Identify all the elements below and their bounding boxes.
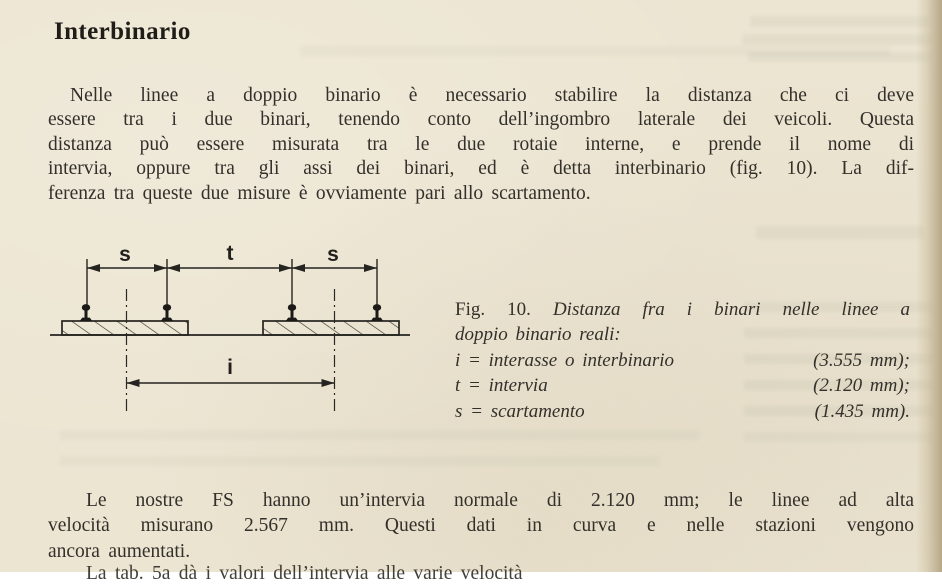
sleeper-right: [263, 321, 399, 335]
text-line: ancora aumentati.: [48, 540, 191, 562]
definition-term: t = intervia: [455, 375, 548, 397]
figure-number: Fig. 10.: [455, 299, 531, 320]
definition-term: s = scartamento: [455, 400, 585, 422]
sleeper-left: [62, 321, 188, 335]
rail-3: [286, 304, 298, 321]
rail-profiles: [80, 304, 383, 321]
label-intervia: t: [226, 242, 234, 265]
text-line: velocità misurano 2.567 mm. Questi dati in curva e nelle stazioni vengono: [48, 515, 914, 537]
definition-row: [455, 348, 910, 373]
paragraph-fs-values: [48, 488, 914, 564]
definition-value: (2.120 mm);: [813, 375, 910, 397]
text-line: Nelle linee a doppio binario è necessario stabilire la distanza che ci deve: [70, 85, 914, 106]
text-line: distanza può essere misurata tra le due rotaie interne, e prende il nome di: [48, 133, 914, 155]
definition-row: [455, 399, 910, 424]
text-line: essere tra i due binari, tenendo conto dell’ingombro laterale dei veicoli. Questa: [48, 109, 914, 131]
text-line: ferenza tra queste due misure è ovviamente pari allo scartamento.: [48, 182, 591, 204]
track-spacing-diagram: [50, 243, 410, 428]
definition-term: i = interasse o interbinario: [455, 349, 675, 371]
ghost-text-artifact: [60, 456, 660, 466]
definition-value: (1.435 mm).: [814, 400, 910, 422]
rail-4: [371, 304, 383, 321]
figure-caption: [455, 297, 910, 424]
ghost-text-artifact: [750, 16, 930, 27]
caption-line-2: doppio binario reali:: [455, 324, 621, 346]
label-interaxis: i: [227, 356, 233, 379]
label-gauge-left: s: [119, 243, 131, 266]
caption-line-1: [455, 297, 910, 322]
ghost-text-artifact: [744, 432, 934, 442]
clipped-bottom-line: La tab. 5a dà i valori dell’intervia alle varie velocità: [86, 563, 523, 584]
ghost-text-artifact: [60, 430, 700, 440]
caption-title: Distanza fra i binari nelle linee a: [552, 299, 910, 320]
track-centerlines: [127, 289, 335, 415]
ghost-text-artifact: [748, 52, 932, 62]
paragraph-intervia-definition: [48, 84, 914, 206]
definition-value: (3.555 mm);: [813, 349, 910, 371]
caption-definitions: [455, 348, 910, 424]
text-line: intervia, oppure tra gli assi dei binari, ed è detta interbinario (fig. 10). La dif-: [48, 158, 914, 180]
label-gauge-right: s: [327, 243, 339, 266]
page-title: Interbinario: [54, 18, 191, 45]
ghost-text-artifact: [756, 226, 924, 239]
definition-row: [455, 373, 910, 398]
ghost-text-artifact: [742, 34, 934, 45]
text-line: Le nostre FS hanno un’intervia normale di 2.120 mm; le linee ad alta: [86, 490, 914, 511]
rail-1: [80, 304, 92, 321]
dimension-labels: [119, 242, 339, 379]
page-edge-shadow: [916, 0, 942, 572]
rail-2: [161, 304, 173, 321]
